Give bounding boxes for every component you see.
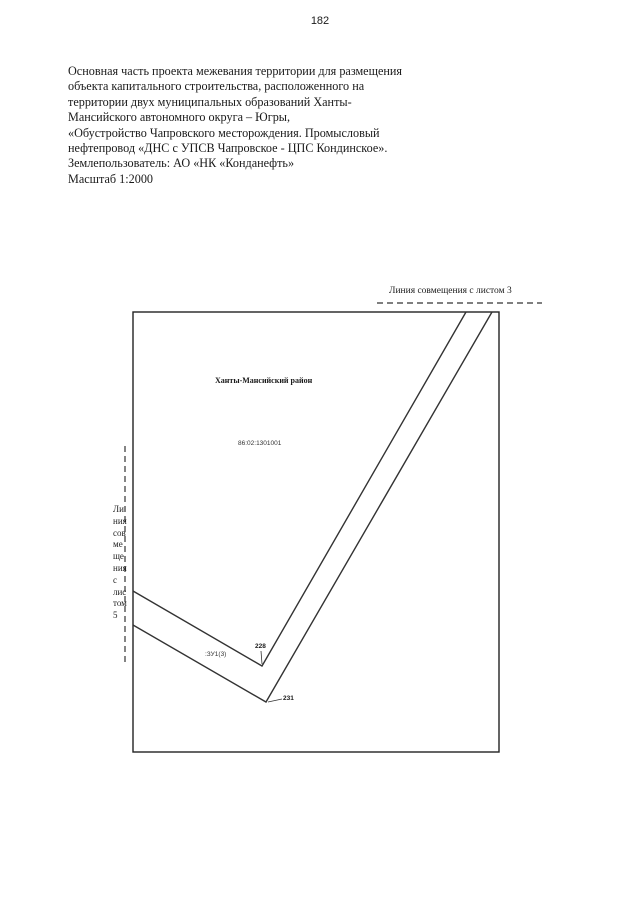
- label-fragment: ще: [113, 551, 124, 562]
- header-line: объекта капитального строительства, расположенного на: [68, 79, 365, 94]
- label-fragment: том: [113, 598, 127, 609]
- header-line: территории двух муниципальных образований Ханты-: [68, 94, 352, 109]
- page-number: 182: [310, 15, 330, 27]
- left-alignment-label: [113, 504, 135, 622]
- point-label-228: 228: [255, 643, 266, 650]
- parcel-label: :ЗУ1(3): [205, 651, 227, 658]
- label-fragment: лис: [113, 586, 127, 597]
- scale-line: Масштаб 1:2000: [68, 171, 154, 186]
- label-fragment: ния: [113, 562, 127, 573]
- district-label: Ханты-Мансийский район: [215, 376, 313, 385]
- header-line: Мансийского автономного округа – Югры,: [68, 110, 291, 125]
- header-line: Землепользователь: АО «НК «Конданефть»: [68, 156, 295, 171]
- header-line: Основная часть проекта межевания территории для размещения: [68, 64, 403, 78]
- header-line: нефтепровод «ДНС с УПСВ Чапровское - ЦПС Кондинское».: [68, 141, 388, 156]
- point-228-leader: [261, 651, 262, 664]
- point-label-231: 231: [283, 695, 294, 702]
- label-fragment: ме: [113, 539, 123, 550]
- point-231-leader: [268, 699, 282, 702]
- label-fragment: ния: [113, 515, 127, 526]
- corridor-upper-boundary: [133, 312, 466, 666]
- top-alignment-label: Линия совмещения с листом 3: [389, 286, 512, 296]
- label-fragment: 5: [113, 610, 118, 621]
- corridor-lower-boundary: [133, 312, 492, 702]
- label-fragment: с: [113, 574, 117, 585]
- header-line: «Обустройство Чапровского месторождения. Промысловый: [68, 125, 380, 140]
- map-frame: [133, 312, 499, 752]
- cadastral-quarter-label: 86:02:1301001: [238, 440, 282, 447]
- label-fragment: Ли: [113, 504, 124, 514]
- label-fragment: сов: [113, 527, 126, 538]
